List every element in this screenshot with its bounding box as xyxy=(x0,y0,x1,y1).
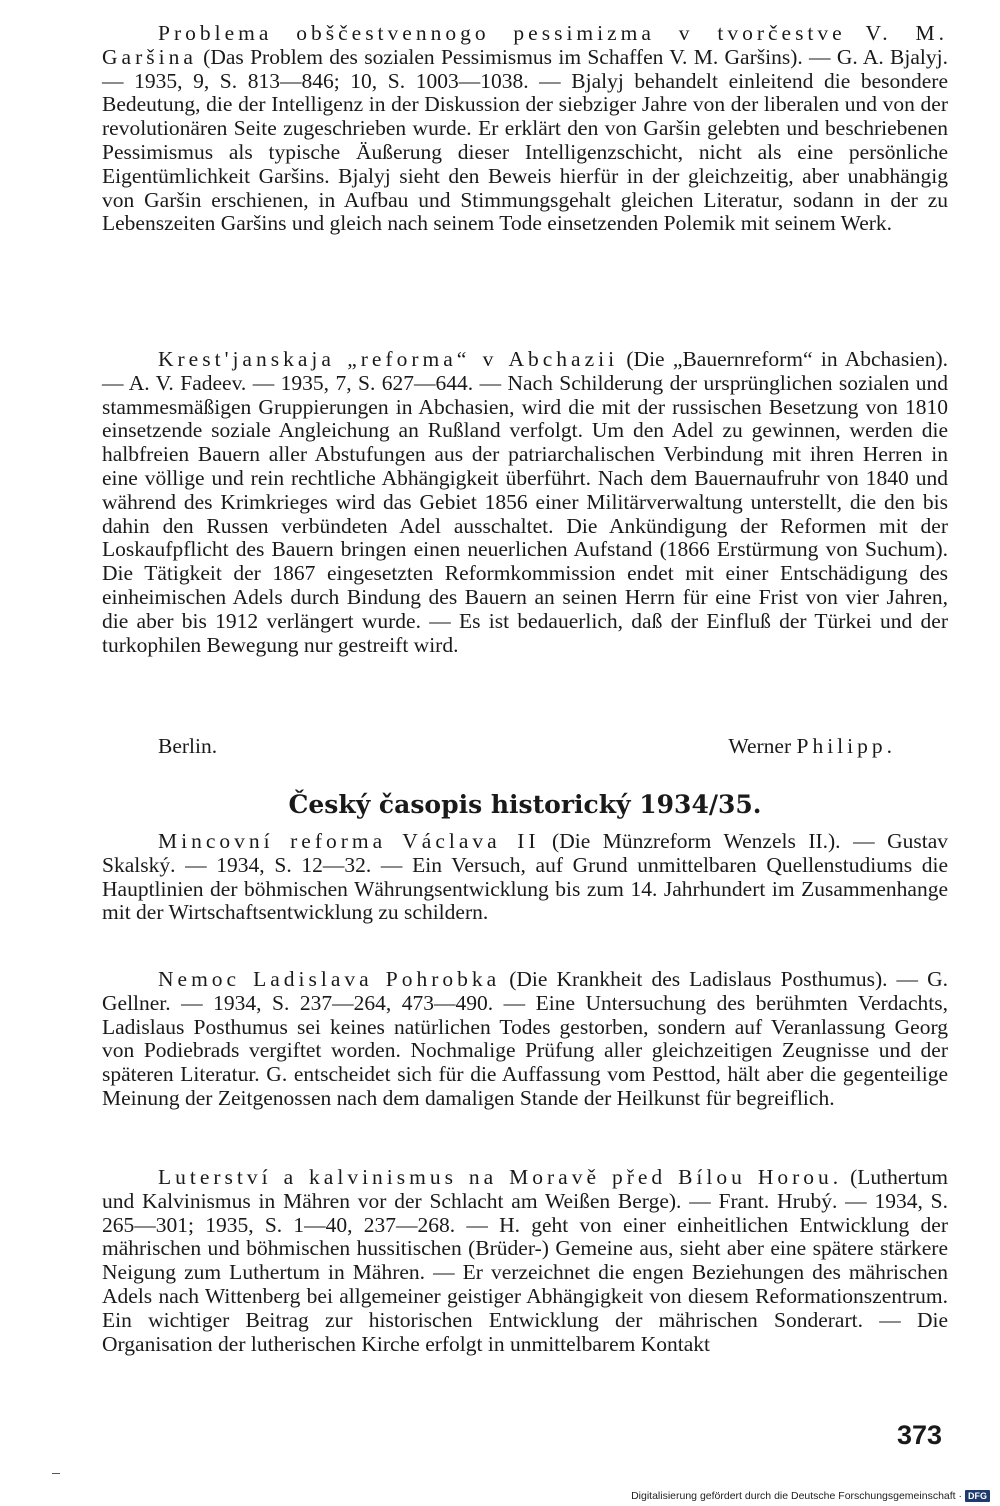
page-number: 373 xyxy=(896,1420,942,1450)
entry-garsin xyxy=(102,22,948,236)
footer-text: Digitalisierung gefördert durch die Deutsche Forschungsgemeinschaft · xyxy=(631,1490,962,1502)
entry-title-author: V. M. Garšina xyxy=(102,21,949,69)
entry-nemoc xyxy=(102,968,948,1111)
dfg-logo-icon: DFG xyxy=(965,1490,990,1502)
signature-author xyxy=(728,734,896,758)
margin-mark xyxy=(52,1473,60,1474)
signature-place: Berlin. xyxy=(158,734,218,758)
entry-body: (Die „Bauernreform“ in Abchasien). — A. V. Fadeev. — 1935, 7, S. 627—644. — Nach Schilderung der ursprünglichen sozialen und stammesmäßigen Gruppierungen in Abchasien, wird die mit der russischen Besetzung von 1810 einsetzende soziale Angleichung an Rußland verfolgt. Um den Adel zu gewinnen, werden die halbfreien Bauern aller Abstufungen aus der patriarchalischen Verbindung mit ihren Herren in eine völlige und rein rechtliche Abhängigkeit überführt. Nach dem Bauernaufruhr von 1840 und während des Krimkrieges wird das Gebiet 1856 einer Militärverwaltung unterstellt, die den bis dahin den Russen verbündeten Adel ausschaltet. Die Ankündigung der Reformen mit der Loskaufpflicht des Bauern bringen einen neuerlichen Aufstand (1866 Erstürmung von Suchum). Die Tätigkeit der 1867 eingesetzten Reformkommission endet mit einer Entschädigung des einheimischen Adels durch Bindung des Bauern an seinen Herrn für eine Frist von vier Jahren, die aber bis 1912 verlängert wurde. — Es ist bedauerlich, daß der Einfluß der Türkei und der turkophilen Bewegung nur gestreift wird. xyxy=(102,347,948,657)
signature-author-last: Philipp. xyxy=(796,734,896,758)
entry-body: (Die Münzreform Wenzels II.). — Gustav Skalský. — 1934, S. 12—32. — Ein Versuch, auf Grund unmittelbaren Quellenstudiums die Hauptlinien der böhmischen Währungsentwicklung bis zum 14. Jahrhundert im Zusammenhange mit der Wirtschaftsentwicklung zu schildern. xyxy=(102,829,948,925)
entry-title: Nemoc Ladislava Pohrobka xyxy=(158,967,501,991)
entry-body: (Luthertum und Kalvinismus in Mähren vor der Schlacht am Weißen Berge). — Frant. Hrubý. — 1934, S. 265—301; 1935, S. 1—40, 237—268. — H. geht von einer einheitlichen Entwicklung der mährischen und böhmischen hussitischen (Brüder-) Gemeine aus, sieht aber eine spätere stärkere Neigung zum Luthertum in Mähren. — Er verzeichnet die engen Beziehungen des mährischen Adels nach Wittenberg bei allgemeiner geistiger Abhängigkeit von diesem Reformationszentrum. Ein wichtiger Beitrag zur historischen Entwicklung der mährischen Sonderart. — Die Organisation der lutherischen Kirche erfolgt in unmittelbarem Kontakt xyxy=(102,1165,948,1356)
entry-title: Luterství a kalvinismus na Moravě před Bílou Horou. xyxy=(158,1165,843,1189)
entry-title: Mincovní reforma Václava II xyxy=(158,829,540,853)
entry-luterstvi xyxy=(102,1166,948,1356)
entry-body: (Das Problem des sozialen Pessimismus im Schaffen V. M. Garšins). — G. A. Bjalyj. — 1935, 9, S. 813—846; 10, S. 1003—1038. — Bjalyj behandelt einleitend die besondere Bedeutung, die der Intelligenz in der Diskussion der siebziger Jahre von der liberalen und von der revolutionären Seite zugeschrieben wurde. Er erklärt den von Garšin gelebten und beschriebenen Pessimismus als typische Äußerung dieser Intelligenzschicht, nicht als eine persönliche Eigentümlichkeit Garšins. Bjalyj sieht den Beweis hierfür in der gleichzeitig, aber unabhängig von Garšin erschienen, in Aufbau und Stimmungsgehalt gleichen Literatur, sodann in der zu Lebenszeiten Garšins und gleich nach seinem Tode einsetzenden Polemik mit seinem Werk. xyxy=(102,44,948,236)
entry-abchazii xyxy=(102,348,948,657)
entry-body: (Die Krankheit des Ladislaus Posthumus). — G. Gellner. — 1934, S. 237—264, 473—490. — Eine Untersuchung des berühmten Verdachts, Ladislaus Posthumus sei keines natürlichen Todes gestorben, sondern auf Veranlassung Georg von Podiebrads vergiftet worden. Nochmalige Prüfung aller gleichzeitigen Zeugnisse und der späteren Literatur. G. entscheidet sich für die Auffassung vom Pesttod, hält aber die gegenteilige Meinung der Zeitgenossen nach dem damaligen Stande der Heilkunst für begreiflich. xyxy=(102,967,948,1110)
entry-title: Krest'janskaja „reforma“ v Abchazii xyxy=(158,347,619,371)
signature-author-first: Werner xyxy=(728,734,792,758)
footer-credit xyxy=(631,1490,990,1502)
entry-mincovni xyxy=(102,830,948,925)
signature xyxy=(102,734,948,760)
section-title: Český časopis historický 1934/35. xyxy=(288,790,762,819)
entry-title: Problema obščestvennogo pessimizma v tvorčestve xyxy=(158,21,846,45)
